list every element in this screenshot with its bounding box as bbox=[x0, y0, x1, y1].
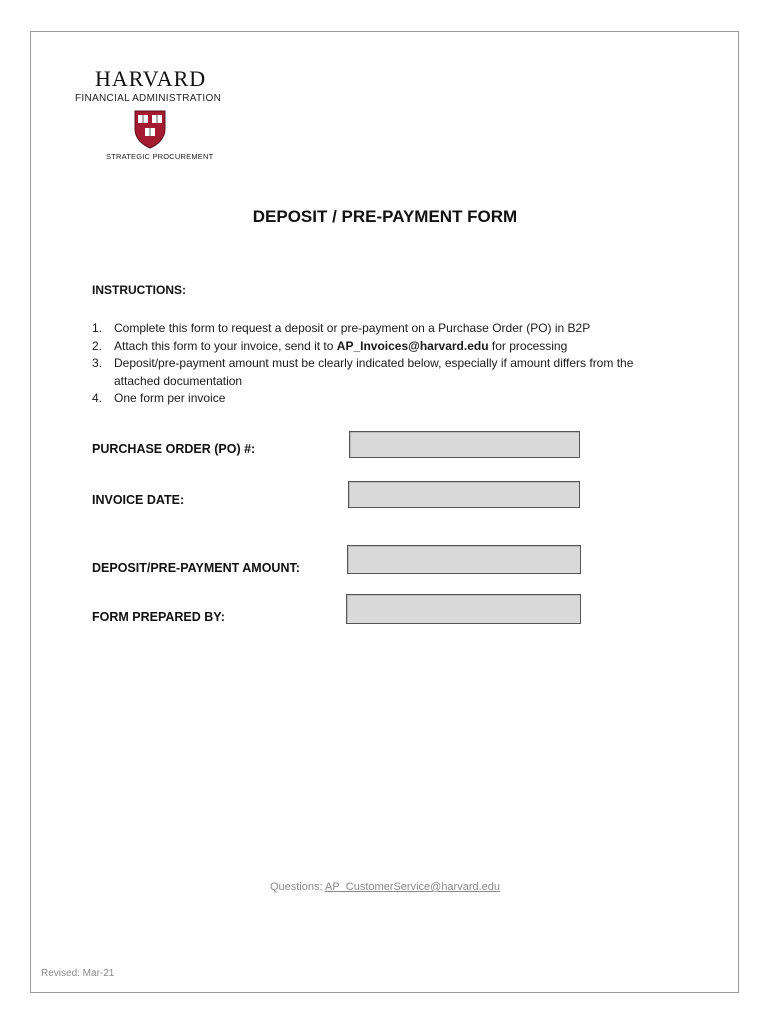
instruction-number: 1. bbox=[92, 321, 103, 335]
instruction-number: 3. bbox=[92, 356, 103, 370]
instruction-number: 2. bbox=[92, 338, 103, 353]
instruction-text: for processing bbox=[488, 338, 568, 353]
amount-label: DEPOSIT/PRE-PAYMENT AMOUNT: bbox=[92, 561, 300, 575]
questions-label: Questions: bbox=[269, 881, 325, 893]
logo-subtitle: FINANCIAL ADMINISTRATION bbox=[75, 93, 222, 104]
invoice-date-label: INVOICE DATE: bbox=[92, 493, 185, 507]
customer-service-email-link[interactable]: AP_CustomerService@harvard.edu bbox=[325, 881, 501, 893]
form-title: DEPOSIT / PRE-PAYMENT FORM bbox=[252, 207, 518, 226]
instruction-text: Attach this form to your invoice, send it to bbox=[114, 338, 337, 353]
instruction-item bbox=[92, 355, 652, 390]
po-number-label: PURCHASE ORDER (PO) #: bbox=[92, 442, 256, 456]
prepared-by-label: FORM PREPARED BY: bbox=[92, 610, 225, 624]
page-border bbox=[30, 31, 739, 993]
instruction-text: Complete this form to request a deposit or pre-payment on a Purchase Order (PO) in B2P bbox=[114, 321, 591, 335]
logo-department: STRATEGIC PROCUREMENT bbox=[106, 152, 214, 161]
instruction-text: Deposit/pre-payment amount must be clearly indicated below, especially if amount differs from the attached documentation bbox=[114, 356, 634, 388]
instruction-number: 4. bbox=[92, 391, 103, 405]
instructions-heading: INSTRUCTIONS: bbox=[92, 283, 186, 297]
revised-date: Revised: Mar-21 bbox=[41, 968, 115, 979]
harvard-shield-icon bbox=[133, 109, 167, 149]
invoice-date-field[interactable] bbox=[348, 481, 580, 508]
amount-field[interactable] bbox=[347, 545, 581, 574]
instruction-item bbox=[92, 320, 652, 338]
instructions-list bbox=[92, 320, 652, 408]
po-number-field[interactable] bbox=[349, 431, 580, 458]
instruction-item bbox=[92, 338, 652, 356]
prepared-by-field[interactable] bbox=[346, 594, 581, 624]
instruction-item bbox=[92, 390, 652, 408]
instruction-text: One form per invoice bbox=[114, 391, 226, 405]
harvard-logo-wordmark: HARVARD bbox=[95, 66, 207, 91]
questions-line bbox=[0, 881, 770, 893]
invoices-email: AP_Invoices@harvard.edu bbox=[336, 338, 489, 353]
